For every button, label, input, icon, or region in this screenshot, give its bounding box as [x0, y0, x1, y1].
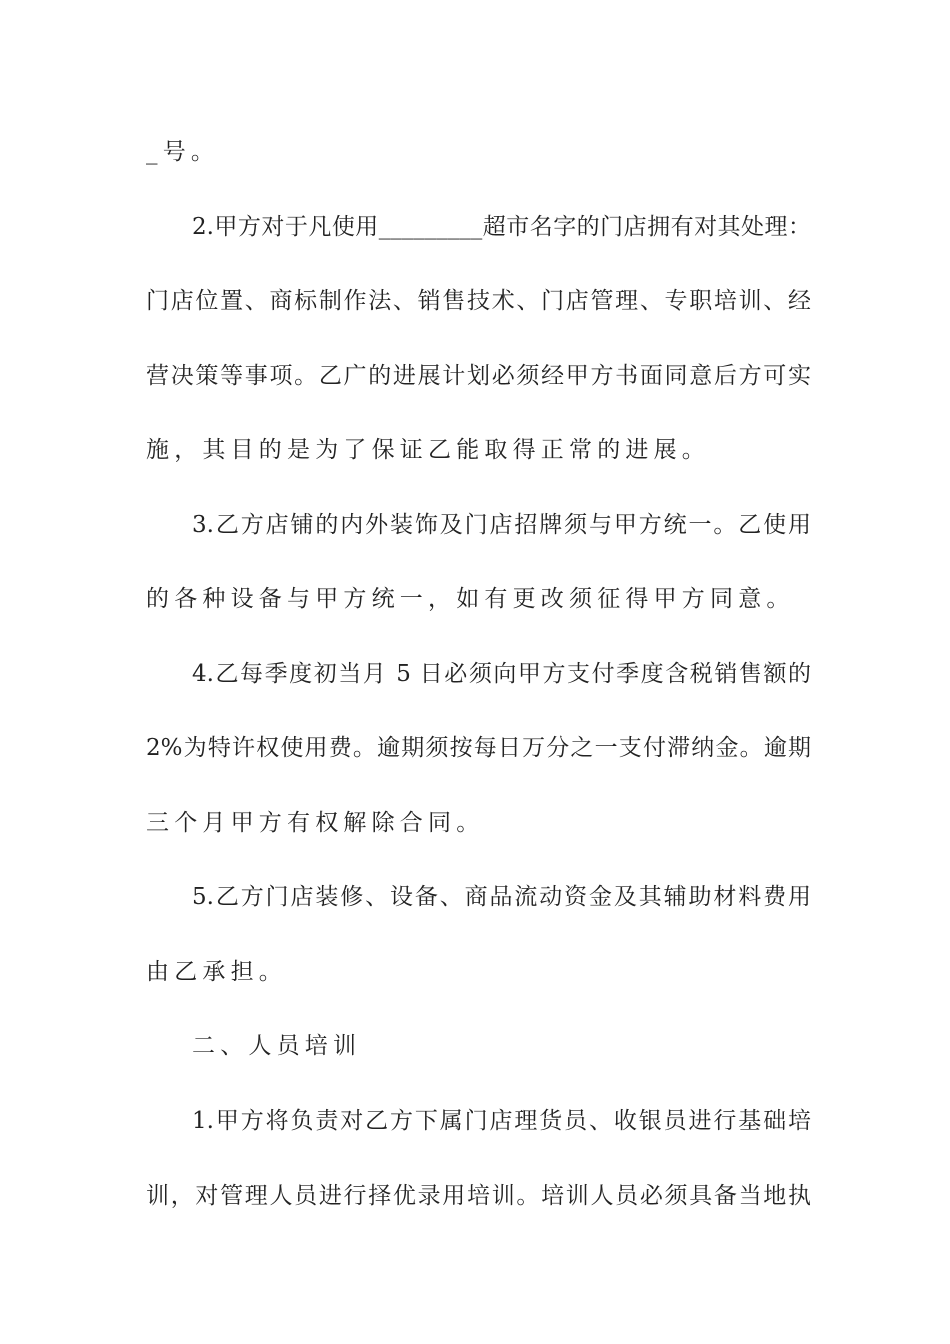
text-line: _号。 — [146, 139, 220, 165]
text-line: 营决策等事项。乙广的进展计划必须经甲方书面同意后方可实 — [146, 363, 811, 389]
text-line: 5.乙方门店装修、设备、商品流动资金及其辅助材料费用 — [192, 884, 811, 910]
text-line: 训，对管理人员进行择优录用培训。培训人员必须具备当地执 — [146, 1183, 811, 1209]
text-line: 三个月甲方有权解除合同。 — [146, 810, 485, 836]
text-line: 4.乙每季度初当月 5 日必须向甲方支付季度含税销售额的 — [192, 661, 811, 687]
text-line: 由乙承担。 — [146, 959, 287, 985]
text-line: 门店位置、商标制作法、销售技术、门店管理、专职培训、经 — [146, 288, 811, 314]
section-heading: 二、人员培训 — [192, 1033, 362, 1059]
text-line: 1.甲方将负责对乙方下属门店理货员、收银员进行基础培 — [192, 1108, 811, 1134]
text-line: 2.甲方对于凡使用_________超市名字的门店拥有对其处理： — [192, 214, 811, 240]
text-line: 2%为特许权使用费。逾期须按每日万分之一支付滞纳金。逾期 — [146, 735, 811, 761]
text-line: 3.乙方店铺的内外装饰及门店招牌须与甲方统一。乙使用 — [192, 512, 811, 538]
text-line: 施，其目的是为了保证乙能取得正常的进展。 — [146, 437, 710, 463]
text-line: 的各种设备与甲方统一，如有更改须征得甲方同意。 — [146, 586, 795, 612]
